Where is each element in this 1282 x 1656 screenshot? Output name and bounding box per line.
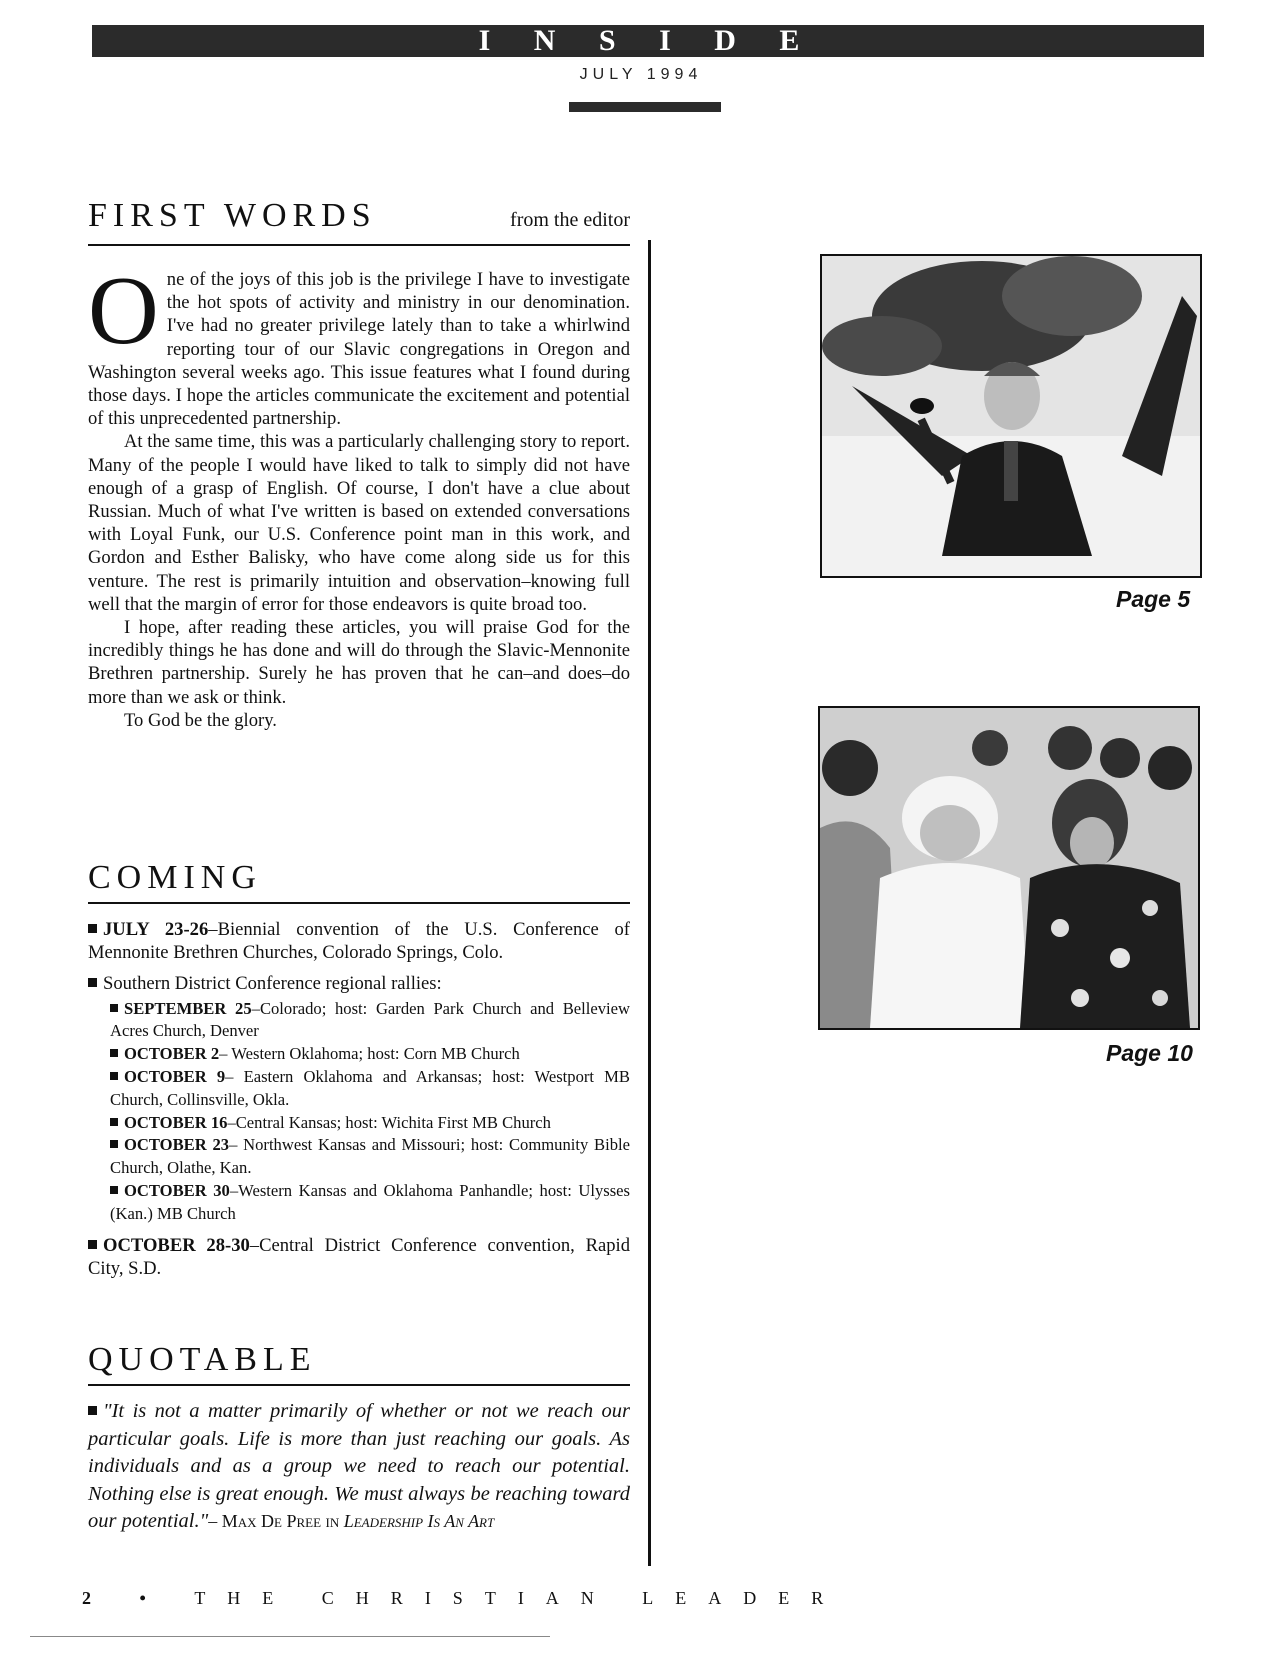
first-words-section bbox=[88, 196, 630, 732]
photo-caption: Page 10 bbox=[1106, 1040, 1193, 1066]
bullet-icon bbox=[110, 1004, 118, 1012]
issue-date: JULY 1994 bbox=[579, 66, 703, 83]
photo-caption: Page 5 bbox=[1116, 586, 1191, 612]
bullet-icon bbox=[110, 1072, 118, 1080]
first-words-body bbox=[88, 257, 630, 732]
bullet-icon bbox=[110, 1118, 118, 1126]
page-footer bbox=[82, 1588, 845, 1609]
footer-rule bbox=[30, 1636, 550, 1637]
first-words-heading bbox=[88, 196, 630, 246]
list-item: OCTOBER 28-30–Central District Conference convention, Rapid City, S.D. bbox=[88, 1234, 630, 1279]
coming-heading bbox=[88, 858, 630, 904]
photo-worshippers-icon bbox=[818, 706, 1200, 1030]
bullet-icon bbox=[110, 1049, 118, 1057]
list-item: Southern District Conference regional rallies: bbox=[88, 972, 630, 995]
column-divider bbox=[648, 240, 651, 1566]
bullet-icon bbox=[88, 1240, 97, 1249]
footer-separator: • bbox=[139, 1588, 168, 1608]
first-words-title: FIRST WORDS bbox=[88, 197, 377, 234]
quote-attribution: – Max De Pree in Leadership Is An Art bbox=[208, 1511, 495, 1531]
bullet-icon bbox=[88, 1406, 97, 1415]
list-item: OCTOBER 23– Northwest Kansas and Missouri; host: Community Bible Church, Olathe, Kan. bbox=[110, 1135, 630, 1178]
dropcap: O bbox=[88, 257, 159, 365]
masthead-title: I N S I D E bbox=[478, 24, 818, 57]
quote-text: "It is not a matter primarily of whether or not we reach our particular goals. Life is more than just reaching our goals. As individuals and as a group we need to reach our potential. Nothing else is great enough. We must always be reaching toward our potential." bbox=[88, 1400, 630, 1532]
first-words-byline: from the editor bbox=[510, 209, 630, 231]
list-item: OCTOBER 30–Western Kansas and Oklahoma Panhandle; host: Ulysses (Kan.) MB Church bbox=[110, 1180, 630, 1223]
list-item: JULY 23-26–Biennial convention of the U.S. Conference of Mennonite Brethren Churches, Colorado Springs, Colo. bbox=[88, 919, 630, 964]
quote bbox=[88, 1398, 630, 1536]
coming-title: COMING bbox=[88, 859, 262, 896]
paragraph: At the same time, this was a particularly challenging story to report. Many of the people I would have liked to talk to simply did not have enough of a grasp of English. Of course, I don't have a clue about Russian. Much of what I've written is based on extended conversations with Loyal Funk, our U.S. Conference point man in this work, and Gordon and Esther Balisky, who have come along side us for this venture. The rest is primarily intuition and observation–knowing full well that the margin of error for those endeavors is quite broad too. bbox=[88, 431, 630, 615]
list-item: SEPTEMBER 25–Colorado; host: Garden Park Church and Belleview Acres Church, Denver bbox=[110, 998, 631, 1041]
list-item: OCTOBER 16–Central Kansas; host: Wichita First MB Church bbox=[110, 1112, 630, 1135]
paragraph: I hope, after reading these articles, you will praise God for the incredibly things he has done and will do through the Slavic-Mennonite Brethren partnership. Surely he has proven that he can–and does–do more than we ask or think. bbox=[88, 617, 630, 708]
bullet-icon bbox=[110, 1140, 118, 1148]
date-rule bbox=[569, 102, 721, 112]
coming-list bbox=[88, 918, 630, 1280]
bullet-icon bbox=[110, 1186, 118, 1194]
photo-speaker-icon bbox=[820, 254, 1202, 578]
list-item: OCTOBER 9– Eastern Oklahoma and Arkansas; host: Westport MB Church, Collinsville, Okla. bbox=[110, 1067, 630, 1109]
paragraph: ne of the joys of this job is the privilege I have to investigate the hot spots of activity and ministry in our denomination. I've had no greater privilege lately than to take a whirlwind reporting tour of our Slavic congregations in Oregon and Washington several weeks ago. This issue features what I found during those days. I hope the articles communicate the excitement and potential of this unprecedented partnership. bbox=[88, 269, 630, 430]
bullet-icon bbox=[88, 978, 97, 987]
bullet-icon bbox=[88, 924, 97, 933]
masthead-bar bbox=[92, 25, 1204, 57]
page-number: 2 bbox=[82, 1588, 113, 1608]
quotable-heading bbox=[88, 1340, 630, 1386]
paragraph: To God be the glory. bbox=[124, 709, 277, 731]
list-item: OCTOBER 2– Western Oklahoma; host: Corn MB Church bbox=[110, 1043, 630, 1066]
coming-section bbox=[88, 858, 630, 1288]
quotable-title: QUOTABLE bbox=[88, 1341, 317, 1378]
quotable-section bbox=[88, 1340, 630, 1536]
publication-name: THE CHRISTIAN LEADER bbox=[194, 1588, 846, 1608]
